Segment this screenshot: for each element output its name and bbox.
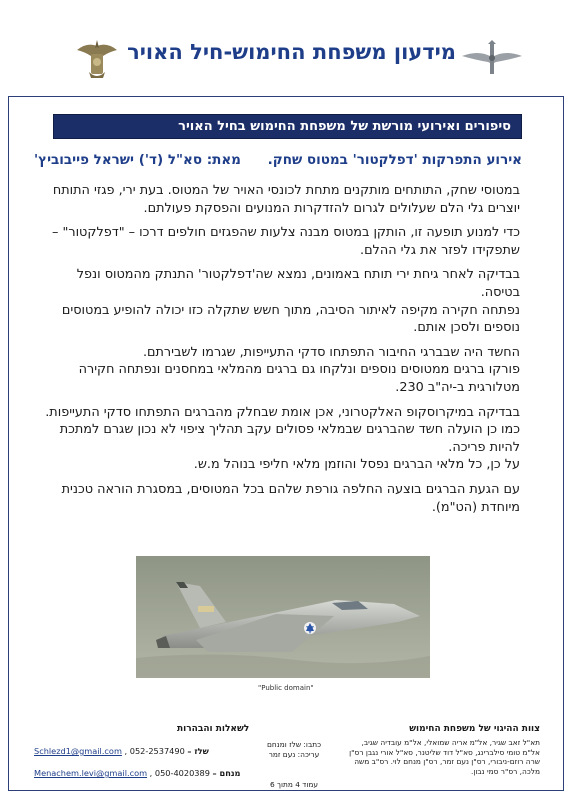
article-heading-line [34,152,522,168]
editor-line: עריכה: נעם זמר [268,749,320,759]
article-heading: אירוע התפרקות 'דפלקטור' במטוס שחק. [267,152,522,168]
banner-title: סיפורים ואירועי מורשת של משפחת החימוש בחיל האויר [178,119,511,134]
contact-row [34,746,209,756]
contact-phone: 052-2537490 , [124,746,185,756]
article-author: מאת: סא"ל (ד') ישראל פייבוביץ' [34,152,241,168]
page-number: עמוד 4 מתוך 6 [269,780,318,789]
jet-aircraft-photo [136,556,430,678]
steering-team-title: צוות ההיגוי של משפחת החימוש [409,724,540,734]
writers-line: כתבו: שלז ומנחם [267,740,321,749]
paragraph: החשד היה שבברגי החיבור התפתחו סדקי התעייפות, שגרמו לשבירתם. [142,344,520,360]
paragraph: פורקו ברגים ממטוסים נוספים ונלקחו גם ברגים מהמלאי במחסנים ונפתחה חקירה מטלורגית ב-יה"ב 230. [78,362,520,395]
section-banner [53,114,522,139]
paragraph: בבדיקה לאחר גיחת ירי תותח באמונים, נמצא שה'דפלקטור' התנתק מהמטוס ונפל בטיסה. [76,267,520,300]
contact-phone: 050-4020389 , [149,768,210,778]
editor-credits [249,740,339,759]
contact-email-link[interactable]: Menachem.levi@gmail.com [34,768,148,778]
contact-name: שלז – [187,746,209,756]
steering-team-names: תא"ל זאב שגיר, אל"מ אריה שמואלי, אל"מ עובדיה שגיב, אל"מ טומי סילברינג, סא"ל דוד שליטנר, סא"ל אורי נגבן רס"ן שרה רוזם-ניבורי, רס"ן נעם זמר, רס"ן מנחם לוי. רס"ב משה מלכה, רס"ר סמי נבון. [349,738,540,776]
newsletter-title: מידעון משפחת החימוש-חיל האויר [127,40,456,64]
paragraph: על כן, כל מלאי הברגים נפסל והוזמן מלאי חליפי בנוהל מ.ש. [193,457,520,473]
paragraph: נפתחה חקירה מקיפה לאיתור הסיבה, מתוך חשש שתקלה כזו יכולה להופיע במטוסים נוספים ולסכן אותם. [61,302,520,336]
page-header [0,0,574,88]
ordnance-wings-icon [460,40,524,78]
footer [14,720,558,790]
contact-email-link[interactable]: Schlezd1@gmail.com [34,746,122,756]
paragraph: עם הגעת הברגים בוצעה החלפה גורפת שלהם בכל המטוסים, במסגרת הוראה טכנית מיוחדת (הט"מ). [61,481,520,515]
contact-row [34,768,240,778]
contact-name: מנחם – [212,768,241,778]
article-body [42,182,520,523]
paragraph: כדי למנוע תופעה זו, הותקן במטוס מבנה צלעות שהפגזים חולפים דרכו – "דפלקטור" – שתפקידו לפזר את גלי ההלם. [52,225,520,258]
paragraph: בבדיקה במיקרוסקופ האלקטרוני, אכן אומת שבחלק מהברגים התפתחו סדקי התעייפות. כמו כן הועלה חשד שהברגים שבמלאי פסולים עקב תהליך ציפוי לא נכון שגרם למתכת להיות פריכה. [45,404,520,455]
air-force-emblem-icon [73,34,121,82]
photo-credit: "Public domain" [258,684,314,692]
paragraph: במטוסי שחק, התותחים מותקנים מתחת לכונסי האויר של המטוס. בעת ירי, פגזי התותח יוצרים גלי הלם שעלולים לגרום להזדקרות המנועים והפסקת פעולתם. [52,183,520,216]
questions-title: לשאלות והבהרות [177,724,250,734]
